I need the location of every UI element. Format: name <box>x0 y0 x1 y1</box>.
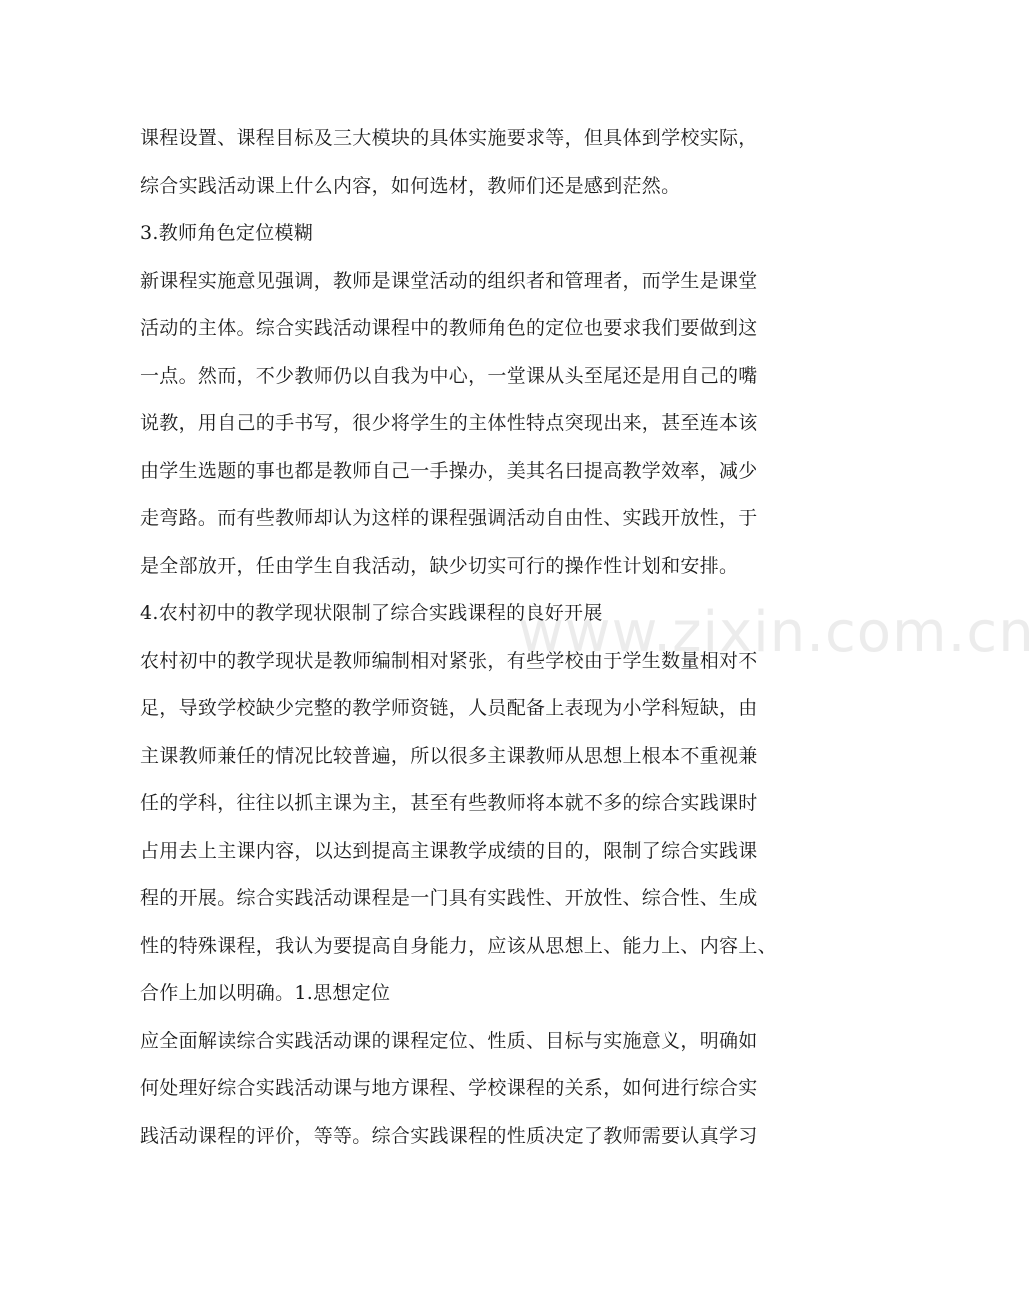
text-line: 由学生选题的事也都是教师自己一手操办，美其名曰提高教学效率，减少 <box>140 460 758 482</box>
text-line: 性的特殊课程，我认为要提高自身能力，应该从思想上、能力上、内容上、 <box>140 935 777 957</box>
text-line: 践活动课程的评价，等等。综合实践课程的性质决定了教师需要认真学习 <box>140 1125 758 1147</box>
text-line: 主课教师兼任的情况比较普遍，所以很多主课教师从思想上根本不重视兼 <box>140 745 758 767</box>
text-line: 走弯路。而有些教师却认为这样的课程强调活动自由性、实践开放性，于 <box>140 507 758 529</box>
section-heading: 3.教师角色定位模糊 <box>140 222 314 244</box>
text-line: 任的学科，往往以抓主课为主，甚至有些教师将本就不多的综合实践课时 <box>140 792 758 814</box>
text-line: 一点。然而，不少教师仍以自我为中心，一堂课从头至尾还是用自己的嘴 <box>140 365 758 387</box>
text-line: 说教，用自己的手书写，很少将学生的主体性特点突现出来，甚至连本该 <box>140 412 758 434</box>
watermark: www.zixin.com.cn <box>518 600 1035 665</box>
text-line: 活动的主体。综合实践活动课程中的教师角色的定位也要求我们要做到这 <box>140 317 758 339</box>
text-line: 占用去上主课内容，以达到提高主课教学成绩的目的，限制了综合实践课 <box>140 840 758 862</box>
text-line: 何处理好综合实践活动课与地方课程、学校课程的关系，如何进行综合实 <box>140 1077 758 1099</box>
text-line: 程的开展。综合实践活动课程是一门具有实践性、开放性、综合性、生成 <box>140 887 758 909</box>
section-heading: 4.农村初中的教学现状限制了综合实践课程的良好开展 <box>140 602 603 624</box>
text-line: 农村初中的教学现状是教师编制相对紧张，有些学校由于学生数量相对不 <box>140 650 758 672</box>
text-line: 是全部放开，任由学生自我活动，缺少切实可行的操作性计划和安排。 <box>140 555 739 577</box>
text-line: 新课程实施意见强调，教师是课堂活动的组织者和管理者，而学生是课堂 <box>140 270 758 292</box>
text-line: 综合实践活动课上什么内容，如何选材，教师们还是感到茫然。 <box>140 175 681 197</box>
text-line: 足，导致学校缺少完整的教学师资链，人员配备上表现为小学科短缺，由 <box>140 697 758 719</box>
text-line: 应全面解读综合实践活动课的课程定位、性质、目标与实施意义，明确如 <box>140 1030 758 1052</box>
text-line: 合作上加以明确。1.思想定位 <box>140 982 391 1004</box>
text-line: 课程设置、课程目标及三大模块的具体实施要求等，但具体到学校实际， <box>140 127 758 149</box>
